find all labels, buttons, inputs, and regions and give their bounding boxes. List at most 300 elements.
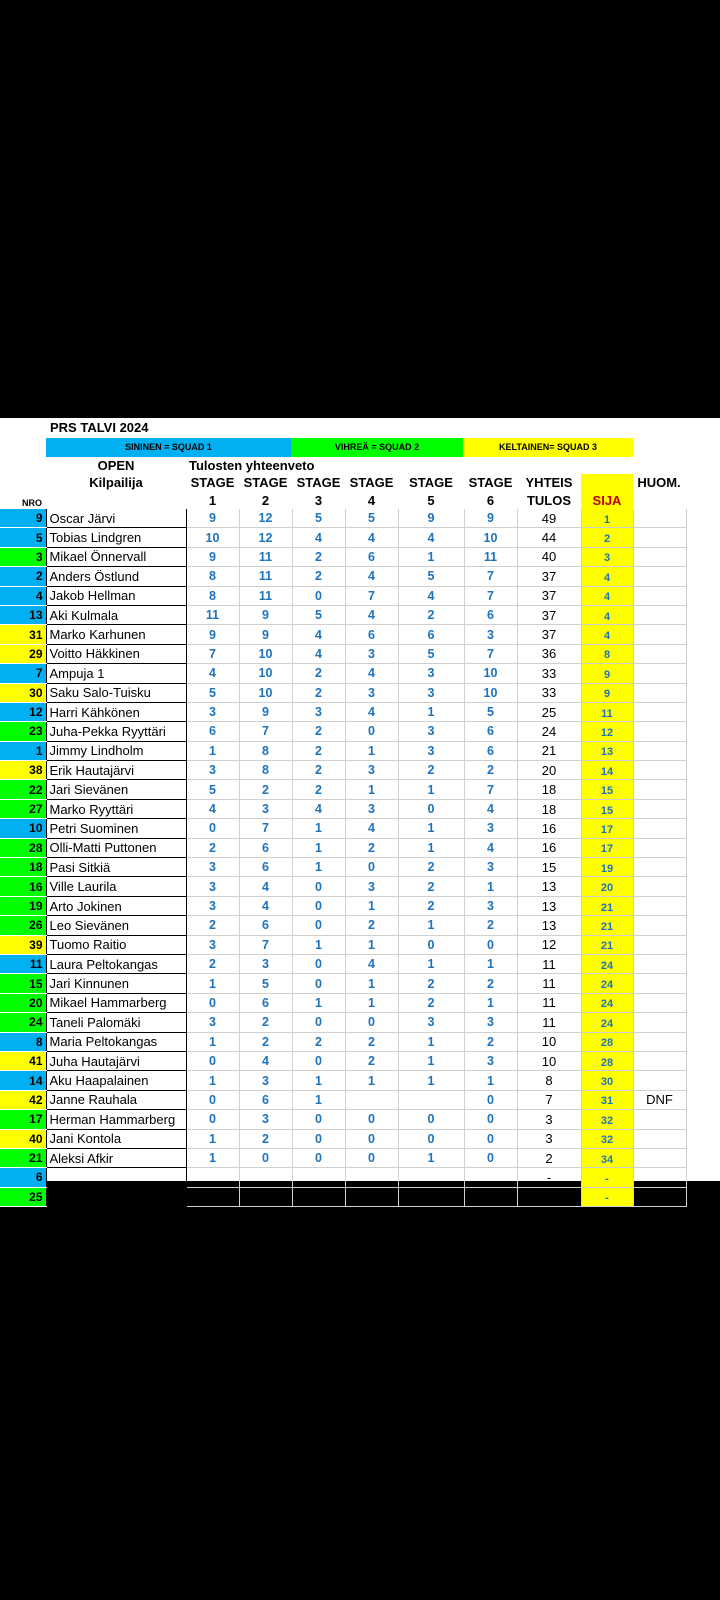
competitor-name: Harri Kähkönen — [46, 702, 186, 721]
stage-score: 1 — [345, 993, 398, 1012]
stage-score: 2 — [186, 954, 239, 973]
remark — [633, 819, 686, 838]
rank: 8 — [581, 644, 633, 663]
stage-score: 9 — [464, 509, 517, 528]
stage-score: 0 — [292, 1013, 345, 1032]
stage-score: 1 — [398, 547, 464, 566]
rank: 9 — [581, 664, 633, 683]
stage-score: 5 — [398, 567, 464, 586]
competitor-number: 21 — [0, 1148, 46, 1167]
competitor-number: 4 — [0, 586, 46, 605]
rank: 2 — [581, 528, 633, 547]
header-stage-word: STAGE — [190, 475, 235, 490]
stage-score: 2 — [239, 780, 292, 799]
table-row — [0, 761, 686, 780]
rank: 30 — [581, 1071, 633, 1090]
stage-score: 1 — [345, 741, 398, 760]
competitor-number: 5 — [0, 528, 46, 547]
competitor-number: 20 — [0, 993, 46, 1012]
stage-score: 3 — [345, 799, 398, 818]
rank: 24 — [581, 1013, 633, 1032]
remark — [633, 974, 686, 993]
stage-score: 1 — [186, 974, 239, 993]
stage-score: 1 — [345, 1071, 398, 1090]
competitor-name: Leo Sievänen — [46, 916, 186, 935]
stage-score: 3 — [239, 954, 292, 973]
total-score: 25 — [517, 702, 581, 721]
stage-score: 1 — [398, 1148, 464, 1167]
stage-score: 2 — [292, 1032, 345, 1051]
stage-score: 0 — [345, 1013, 398, 1032]
stage-score: 0 — [464, 935, 517, 954]
stage-score: 3 — [239, 1071, 292, 1090]
competitor-name: Aki Kulmala — [46, 605, 186, 624]
stage-score: 1 — [186, 1148, 239, 1167]
table-row — [0, 916, 686, 935]
rank: - — [581, 1168, 633, 1187]
table-row — [0, 896, 686, 915]
rank: 24 — [581, 974, 633, 993]
total-score: 40 — [517, 547, 581, 566]
stage-score: 10 — [186, 528, 239, 547]
total-score: 21 — [517, 741, 581, 760]
stage-score: 2 — [398, 993, 464, 1012]
table-row — [0, 722, 686, 741]
competitor-number: 22 — [0, 780, 46, 799]
remark — [633, 605, 686, 624]
stage-score: 10 — [239, 644, 292, 663]
stage-score: 3 — [464, 858, 517, 877]
competitor-name: Ampuja 1 — [46, 664, 186, 683]
competitor-name: Juha-Pekka Ryyttäri — [46, 722, 186, 741]
stage-score: 1 — [398, 780, 464, 799]
legend-squad-2: VIHREÄ = SQUAD 2 — [291, 438, 463, 457]
rank: 32 — [581, 1129, 633, 1148]
stage-score: 3 — [345, 644, 398, 663]
stage-score: 4 — [464, 799, 517, 818]
stage-score: 2 — [239, 1032, 292, 1051]
competitor-number: 26 — [0, 916, 46, 935]
stage-score: 0 — [186, 1090, 239, 1109]
total-score: 11 — [517, 1013, 581, 1032]
stage-score: 4 — [239, 1051, 292, 1070]
total-score: 33 — [517, 664, 581, 683]
competitor-name: Tobias Lindgren — [46, 528, 186, 547]
total-score: 11 — [517, 993, 581, 1012]
total-score: 24 — [517, 722, 581, 741]
competitor-number: 19 — [0, 896, 46, 915]
stage-score: 1 — [464, 1071, 517, 1090]
stage-score: 0 — [464, 1148, 517, 1167]
table-row — [0, 605, 686, 624]
rank: 17 — [581, 838, 633, 857]
stage-score: 0 — [345, 858, 398, 877]
table-row — [0, 567, 686, 586]
competitor-number: 40 — [0, 1129, 46, 1148]
stage-score: 2 — [292, 780, 345, 799]
stage-score: 3 — [186, 877, 239, 896]
stage-score: 3 — [186, 935, 239, 954]
total-score: 18 — [517, 780, 581, 799]
competitor-number: 30 — [0, 683, 46, 702]
competitor-name: Anders Östlund — [46, 567, 186, 586]
stage-score: 3 — [398, 722, 464, 741]
stage-score: 3 — [398, 741, 464, 760]
stage-score: 6 — [345, 547, 398, 566]
total-score: 8 — [517, 1071, 581, 1090]
rank: 13 — [581, 741, 633, 760]
competitor-name: Jakob Hellman — [46, 586, 186, 605]
stage-score — [292, 1187, 345, 1206]
stage-score: 9 — [186, 547, 239, 566]
stage-score: 3 — [464, 819, 517, 838]
stage-score: 10 — [239, 664, 292, 683]
competitor-number: 29 — [0, 644, 46, 663]
competitor-number: 18 — [0, 858, 46, 877]
stage-score: 1 — [292, 993, 345, 1012]
stage-score: 3 — [464, 1013, 517, 1032]
stage-score: 4 — [186, 799, 239, 818]
stage-score: 6 — [239, 1090, 292, 1109]
header-sija: SIJA — [592, 493, 622, 508]
remark — [633, 1071, 686, 1090]
stage-score: 1 — [345, 974, 398, 993]
stage-score: 6 — [239, 916, 292, 935]
competitor-number: 1 — [0, 741, 46, 760]
stage-score: 2 — [292, 567, 345, 586]
rank: 24 — [581, 993, 633, 1012]
stage-score: 12 — [239, 509, 292, 528]
stage-score: 11 — [186, 605, 239, 624]
stage-score: 6 — [345, 625, 398, 644]
stage-score: 6 — [464, 741, 517, 760]
rank: 17 — [581, 819, 633, 838]
stage-score: 0 — [345, 1129, 398, 1148]
total-score: 3 — [517, 1110, 581, 1129]
total-score: 33 — [517, 683, 581, 702]
stage-score: 7 — [345, 586, 398, 605]
remark — [633, 741, 686, 760]
stage-score: 3 — [398, 683, 464, 702]
competitor-number: 41 — [0, 1051, 46, 1070]
competitor-name: Juha Hautajärvi — [46, 1051, 186, 1070]
stage-score: 2 — [292, 547, 345, 566]
remark — [633, 1187, 686, 1206]
header-stage-word: STAGE — [349, 475, 394, 490]
stage-score: 4 — [345, 605, 398, 624]
rank: 12 — [581, 722, 633, 741]
stage-score: 1 — [464, 954, 517, 973]
stage-score: 2 — [464, 916, 517, 935]
stage-score: 6 — [464, 722, 517, 741]
stage-score: 8 — [186, 586, 239, 605]
stage-score: 1 — [398, 702, 464, 721]
competitor-number: 17 — [0, 1110, 46, 1129]
stage-score: 2 — [186, 916, 239, 935]
remark — [633, 877, 686, 896]
remark — [633, 1129, 686, 1148]
header-nro: NRO — [22, 498, 42, 508]
stage-score: 3 — [345, 683, 398, 702]
rank: 19 — [581, 858, 633, 877]
stage-score: 2 — [464, 761, 517, 780]
competitor-name: Jimmy Lindholm — [46, 741, 186, 760]
rank: 4 — [581, 625, 633, 644]
stage-score: 6 — [239, 838, 292, 857]
stage-score: 6 — [186, 722, 239, 741]
total-score: 11 — [517, 954, 581, 973]
rank: 20 — [581, 877, 633, 896]
stage-score: 1 — [345, 780, 398, 799]
total-score: 20 — [517, 761, 581, 780]
stage-score: 0 — [464, 1090, 517, 1109]
stage-score: 3 — [345, 877, 398, 896]
stage-score: 2 — [345, 838, 398, 857]
total-score: 2 — [517, 1148, 581, 1167]
remark — [633, 1051, 686, 1070]
rank: 21 — [581, 916, 633, 935]
table-row — [0, 974, 686, 993]
stage-score: 1 — [292, 1071, 345, 1090]
header-kilpailija: Kilpailija — [89, 475, 143, 490]
header-summary: Tulosten yhteenveto — [189, 458, 315, 473]
stage-score: 1 — [292, 819, 345, 838]
total-score: 36 — [517, 644, 581, 663]
table-row — [0, 780, 686, 799]
stage-score: 1 — [292, 1090, 345, 1109]
stage-score: 2 — [239, 1129, 292, 1148]
stage-score: 4 — [345, 702, 398, 721]
stage-score: 0 — [292, 586, 345, 605]
rank: 21 — [581, 935, 633, 954]
total-score: 11 — [517, 974, 581, 993]
stage-score: 3 — [464, 625, 517, 644]
stage-score: 1 — [398, 1051, 464, 1070]
stage-score: 2 — [345, 1051, 398, 1070]
remark — [633, 780, 686, 799]
table-row — [0, 858, 686, 877]
stage-score: 4 — [398, 586, 464, 605]
header-stage-4: 4 — [367, 493, 376, 508]
remark — [633, 858, 686, 877]
remark — [633, 954, 686, 973]
stage-score: 7 — [186, 644, 239, 663]
stage-score: 5 — [292, 509, 345, 528]
stage-score: 3 — [464, 1051, 517, 1070]
stage-score: 11 — [239, 547, 292, 566]
stage-score: 0 — [345, 1148, 398, 1167]
stage-score — [186, 1187, 239, 1206]
competitor-number: 16 — [0, 877, 46, 896]
stage-score: 3 — [239, 1110, 292, 1129]
stage-score: 10 — [239, 683, 292, 702]
competitor-name: Taneli Palomäki — [46, 1013, 186, 1032]
table-row — [0, 838, 686, 857]
remark — [633, 896, 686, 915]
stage-score: 4 — [292, 644, 345, 663]
header-stage-word: STAGE — [468, 475, 513, 490]
header-stage-word: STAGE — [243, 475, 288, 490]
competitor-name: Marko Ryyttäri — [46, 799, 186, 818]
stage-score: 7 — [464, 567, 517, 586]
table-row — [0, 1148, 686, 1167]
remark — [633, 509, 686, 528]
table-row — [0, 664, 686, 683]
stage-score: 1 — [186, 1071, 239, 1090]
rank: 24 — [581, 954, 633, 973]
rank: 11 — [581, 702, 633, 721]
stage-score: 1 — [398, 838, 464, 857]
stage-score — [464, 1168, 517, 1187]
stage-score: 1 — [398, 954, 464, 973]
stage-score — [239, 1168, 292, 1187]
stage-score — [292, 1168, 345, 1187]
stage-score: 0 — [292, 1051, 345, 1070]
table-row — [0, 954, 686, 973]
total-score: 12 — [517, 935, 581, 954]
competitor-name: Aleksi Afkir — [46, 1148, 186, 1167]
stage-score: 2 — [398, 761, 464, 780]
competitor-number: 3 — [0, 547, 46, 566]
stage-score: 4 — [292, 625, 345, 644]
header-stage-2: 2 — [261, 493, 270, 508]
header-stage-word: STAGE — [409, 475, 453, 490]
competitor-number: 6 — [0, 1168, 46, 1187]
stage-score: 9 — [239, 625, 292, 644]
table-row — [0, 1110, 686, 1129]
stage-score: 1 — [292, 858, 345, 877]
remark — [633, 1032, 686, 1051]
stage-score: 0 — [292, 1148, 345, 1167]
stage-score: 0 — [292, 1110, 345, 1129]
competitor-name: Ville Laurila — [46, 877, 186, 896]
competitor-number: 28 — [0, 838, 46, 857]
stage-score: 0 — [398, 799, 464, 818]
stage-score: 4 — [292, 528, 345, 547]
stage-score: 0 — [398, 935, 464, 954]
competitor-name: Petri Suominen — [46, 819, 186, 838]
competitor-number: 2 — [0, 567, 46, 586]
stage-score: 2 — [292, 741, 345, 760]
competitor-name: Tuomo Raitio — [46, 935, 186, 954]
header-stage-6: 6 — [486, 493, 495, 508]
remark — [633, 625, 686, 644]
competitor-name: Olli-Matti Puttonen — [46, 838, 186, 857]
total-score: - — [517, 1168, 581, 1187]
total-score: 37 — [517, 567, 581, 586]
stage-score: 7 — [239, 935, 292, 954]
table-row — [0, 935, 686, 954]
remark — [633, 1013, 686, 1032]
stage-score: 4 — [345, 528, 398, 547]
stage-score: 1 — [345, 935, 398, 954]
table-row — [0, 1051, 686, 1070]
results-table — [0, 509, 687, 1207]
stage-score: 3 — [186, 858, 239, 877]
rank: 14 — [581, 761, 633, 780]
stage-score: 9 — [398, 509, 464, 528]
rank: - — [581, 1187, 633, 1206]
stage-score: 5 — [292, 605, 345, 624]
header-tulos: TULOS — [526, 493, 572, 508]
total-score: 10 — [517, 1032, 581, 1051]
rank: 3 — [581, 547, 633, 566]
stage-score: 1 — [292, 935, 345, 954]
table-row — [0, 509, 686, 528]
total-score: 7 — [517, 1090, 581, 1109]
total-score: 15 — [517, 858, 581, 877]
total-score: 37 — [517, 625, 581, 644]
rank: 21 — [581, 896, 633, 915]
rank: 4 — [581, 586, 633, 605]
remark — [633, 683, 686, 702]
total-score: 49 — [517, 509, 581, 528]
stage-score: 4 — [345, 954, 398, 973]
stage-score: 5 — [239, 974, 292, 993]
competitor-number: 38 — [0, 761, 46, 780]
table-row — [0, 819, 686, 838]
remark — [633, 1148, 686, 1167]
total-score: 37 — [517, 586, 581, 605]
stage-score: 2 — [292, 683, 345, 702]
competitor-name: Arto Jokinen — [46, 896, 186, 915]
competitor-number: 11 — [0, 954, 46, 973]
stage-score: 4 — [186, 664, 239, 683]
stage-score: 7 — [239, 722, 292, 741]
stage-score: 2 — [464, 1032, 517, 1051]
stage-score — [464, 1187, 517, 1206]
competitor-name: Jari Sievänen — [46, 780, 186, 799]
remark — [633, 722, 686, 741]
competitor-name: Jani Kontola — [46, 1129, 186, 1148]
stage-score: 2 — [345, 916, 398, 935]
stage-score: 0 — [464, 1110, 517, 1129]
remark — [633, 664, 686, 683]
competitor-name: Maria Peltokangas — [46, 1032, 186, 1051]
competitor-number: 14 — [0, 1071, 46, 1090]
header-open: OPEN — [97, 458, 135, 473]
stage-score: 6 — [398, 625, 464, 644]
stage-score: 2 — [398, 974, 464, 993]
stage-score: 2 — [464, 974, 517, 993]
stage-score: 1 — [398, 1071, 464, 1090]
stage-score: 5 — [345, 509, 398, 528]
rank: 28 — [581, 1032, 633, 1051]
competitor-name: Aku Haapalainen — [46, 1071, 186, 1090]
total-score: 16 — [517, 838, 581, 857]
stage-score: 1 — [345, 896, 398, 915]
competitor-number: 13 — [0, 605, 46, 624]
competitor-name: Laura Peltokangas — [46, 954, 186, 973]
rank: 9 — [581, 683, 633, 702]
results-sheet — [0, 418, 720, 1205]
rank: 1 — [581, 509, 633, 528]
stage-score: 2 — [292, 761, 345, 780]
stage-score: 1 — [398, 916, 464, 935]
legend-squad-3: KELTAINEN= SQUAD 3 — [463, 438, 633, 457]
stage-score: 0 — [239, 1148, 292, 1167]
stage-score: 6 — [239, 993, 292, 1012]
legend-squad-1: SININEN = SQUAD 1 — [46, 438, 291, 457]
total-score: - — [517, 1187, 581, 1206]
stage-score: 3 — [186, 896, 239, 915]
competitor-number: 9 — [0, 509, 46, 528]
competitor-name — [46, 1187, 186, 1206]
competitor-name: Mikael Hammarberg — [46, 993, 186, 1012]
stage-score: 4 — [345, 819, 398, 838]
remark — [633, 916, 686, 935]
remark — [633, 761, 686, 780]
